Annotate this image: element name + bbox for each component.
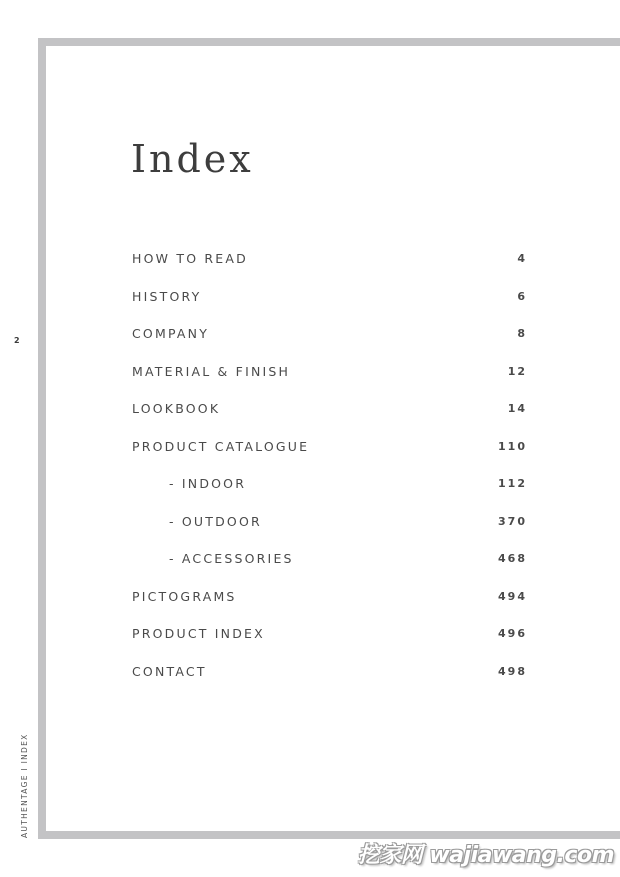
- toc-entry-label: LOOKBOOK: [132, 401, 221, 416]
- toc-subentry[interactable]: [132, 512, 525, 550]
- toc-entry-page-number: 494: [498, 589, 527, 603]
- toc-entry-page-number: 110: [498, 439, 527, 453]
- toc-subentry[interactable]: [132, 549, 525, 587]
- toc-entry-page-number: 6: [517, 289, 527, 303]
- toc-entry-label: MATERIAL & FINISH: [132, 363, 291, 379]
- toc-entry-label: PICTOGRAMS: [132, 588, 237, 604]
- toc-entry-page-number: 4: [517, 252, 527, 265]
- toc-entry[interactable]: [132, 362, 525, 400]
- toc-entry[interactable]: [132, 587, 525, 625]
- toc-entry[interactable]: [132, 324, 525, 362]
- toc-entry[interactable]: [132, 287, 525, 325]
- toc-entry[interactable]: [132, 437, 525, 475]
- toc-entry[interactable]: [132, 249, 525, 287]
- toc-entry-page-number: 14: [507, 402, 527, 415]
- page-number: 2: [14, 336, 20, 345]
- toc-entry-page-number: 496: [498, 627, 527, 640]
- toc-entry-page-number: 8: [517, 327, 527, 340]
- toc-entry-label: - INDOOR: [169, 476, 247, 491]
- toc-entry-label: - OUTDOOR: [169, 513, 262, 529]
- toc-entry[interactable]: [132, 399, 525, 437]
- running-footer-label: AUTHENTAGE I INDEX: [20, 733, 29, 838]
- toc-entry[interactable]: [132, 662, 525, 700]
- toc-entry-label: HISTORY: [132, 288, 202, 304]
- toc-entry-label: HOW TO READ: [132, 251, 248, 266]
- toc-entry-label: COMPANY: [132, 326, 210, 341]
- toc-entry-label: PRODUCT INDEX: [132, 626, 265, 641]
- watermark: 挖家网 wajiawang.com: [357, 843, 614, 868]
- toc-subentry[interactable]: [132, 474, 525, 512]
- page-title: Index: [131, 137, 254, 181]
- toc-entry-page-number: 498: [498, 664, 527, 678]
- toc-entry-page-number: 112: [498, 477, 527, 490]
- toc-entry-label: - ACCESSORIES: [169, 551, 294, 566]
- toc-entry-page-number: 370: [498, 514, 527, 528]
- table-of-contents: [132, 249, 525, 699]
- toc-entry[interactable]: [132, 624, 525, 662]
- toc-entry-page-number: 12: [507, 364, 527, 378]
- toc-entry-label: PRODUCT CATALOGUE: [132, 438, 310, 454]
- toc-entry-page-number: 468: [498, 552, 527, 565]
- toc-entry-label: CONTACT: [132, 663, 207, 679]
